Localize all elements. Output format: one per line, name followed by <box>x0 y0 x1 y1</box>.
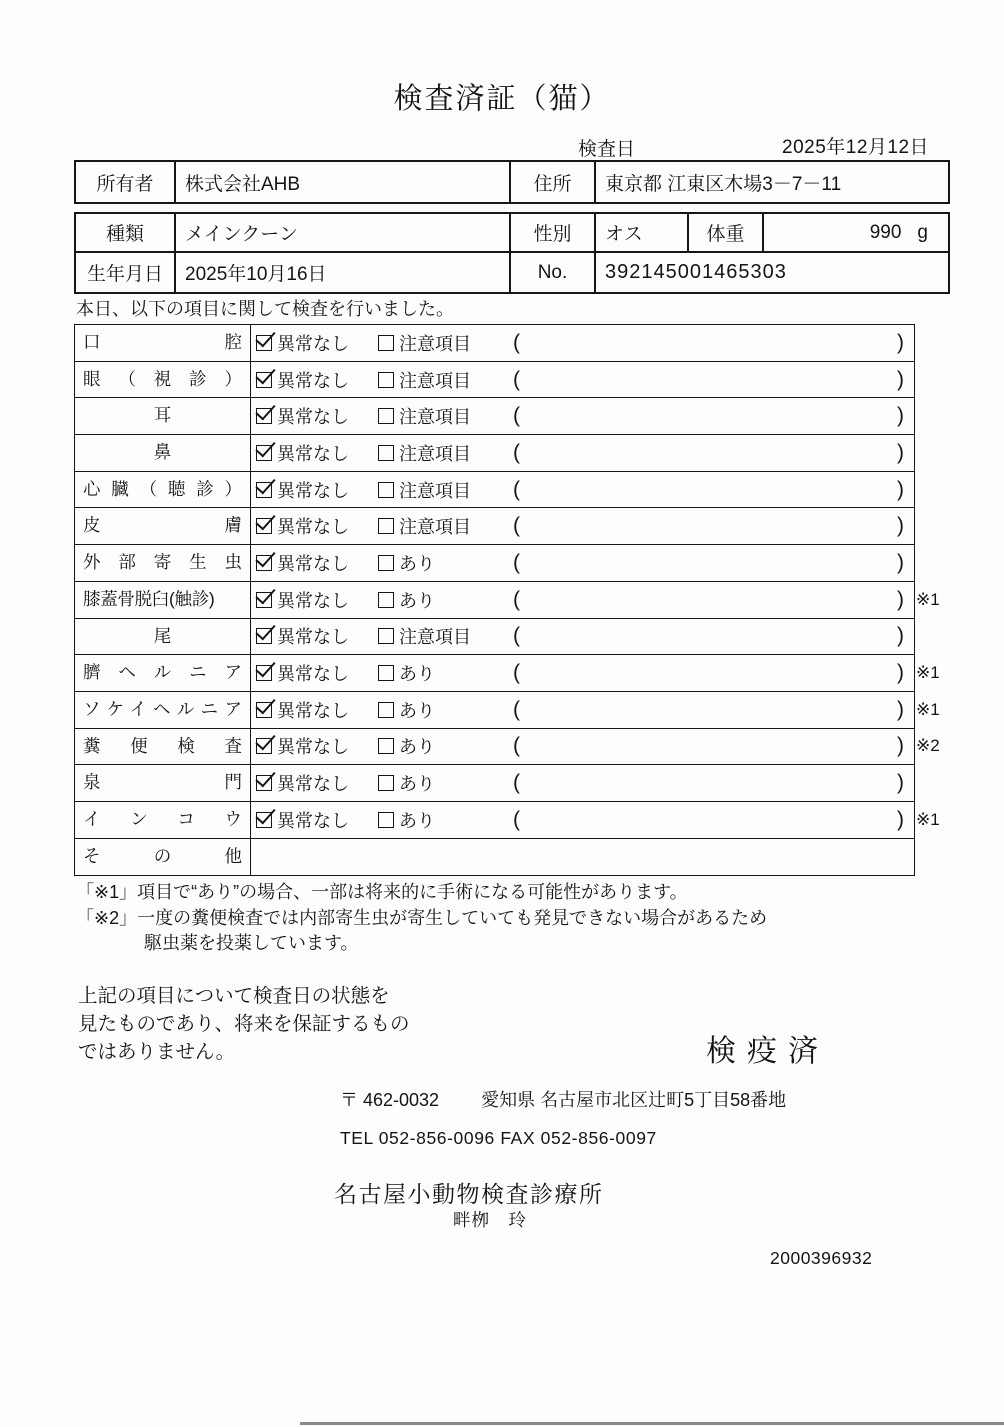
paren-open: ( <box>513 587 520 611</box>
ok-check-group <box>256 623 349 649</box>
footnotes <box>76 880 767 957</box>
paren-open: ( <box>513 367 520 391</box>
checked-checkbox-icon <box>256 738 272 754</box>
paren-open: ( <box>513 697 520 721</box>
alt-check-group <box>378 733 435 759</box>
alt-check-group <box>378 807 435 833</box>
alt-label: あり <box>399 590 435 611</box>
item-name: 外部寄生虫 <box>75 545 251 581</box>
ok-check-group <box>256 440 349 466</box>
item-note: ※1 <box>916 809 940 829</box>
paren-close: ) <box>897 624 904 648</box>
ok-check-group <box>256 697 349 723</box>
ok-check-group <box>256 513 349 539</box>
disclaimer-line-3: ではありません。 <box>78 1041 236 1063</box>
checked-checkbox-icon <box>256 482 272 498</box>
alt-check-group <box>378 403 471 429</box>
alt-label: 注意項目 <box>399 480 471 501</box>
ok-label: 異常なし <box>277 700 349 721</box>
ok-label: 異常なし <box>277 774 349 795</box>
inspection-row <box>75 655 940 692</box>
alt-label: あり <box>399 810 435 831</box>
ok-check-group <box>256 587 349 613</box>
ok-label: 異常なし <box>277 627 349 648</box>
unchecked-checkbox-icon <box>378 812 394 828</box>
alt-label: 注意項目 <box>399 370 471 391</box>
owner-label: 所有者 <box>76 162 176 202</box>
item-content <box>251 765 914 801</box>
address-value: 東京都 江東区木場3－7－11 <box>605 173 842 195</box>
inspection-row <box>75 325 914 362</box>
clinic-postal-code: 〒 462-0032 <box>340 1090 440 1110</box>
paren-close: ) <box>897 661 904 685</box>
paren-close: ) <box>897 477 904 501</box>
item-name: 眼（視診） <box>75 362 251 398</box>
alt-label: 注意項目 <box>399 517 471 538</box>
owner-value: 株式会社AHB <box>176 162 511 202</box>
item-name: 糞便検査 <box>75 729 251 765</box>
weight-label: 体重 <box>689 214 764 251</box>
unchecked-checkbox-icon <box>378 372 394 388</box>
ok-label: 異常なし <box>277 333 349 354</box>
alt-check-group <box>378 660 435 686</box>
inspection-row <box>75 472 914 509</box>
veterinarian-name: 畔栁 玲 <box>453 1210 527 1230</box>
ok-label: 異常なし <box>277 590 349 611</box>
alt-label: 注意項目 <box>399 407 471 428</box>
alt-label: あり <box>399 700 435 721</box>
inspection-row <box>75 582 940 619</box>
ok-label: 異常なし <box>277 517 349 538</box>
unchecked-checkbox-icon <box>378 702 394 718</box>
paren-close: ) <box>897 587 904 611</box>
checked-checkbox-icon <box>256 812 272 828</box>
clinic-address-line <box>340 1086 786 1112</box>
item-content <box>251 398 914 434</box>
alt-label: 注意項目 <box>399 443 471 464</box>
pet-row-2 <box>76 253 948 292</box>
disclaimer-line-1: 上記の項目について検査日の状態を <box>78 985 390 1007</box>
item-content <box>251 839 914 876</box>
item-name: 皮膚 <box>75 508 251 544</box>
unchecked-checkbox-icon <box>378 592 394 608</box>
alt-check-group <box>378 513 471 539</box>
ok-label: 異常なし <box>277 480 349 501</box>
item-note: ※1 <box>916 589 940 609</box>
inspection-date-value: 2025年12月12日 <box>782 137 930 158</box>
inspection-row <box>75 545 914 582</box>
footnote-1: 「※1」項目で“あり”の場合、一部は将来的に手術になる可能性があります。 <box>76 882 688 902</box>
item-name: インコウ <box>75 802 251 838</box>
checked-checkbox-icon <box>256 335 272 351</box>
item-name: 泉門 <box>75 765 251 801</box>
ok-check-group <box>256 367 349 393</box>
ok-label: 異常なし <box>277 810 349 831</box>
footnote-2: 「※2」一度の糞便検査では内部寄生虫が寄生していても発見できない場合があるため <box>76 907 768 928</box>
document-number: 2000396932 <box>770 1248 873 1268</box>
alt-check-group <box>378 770 435 796</box>
paren-close: ) <box>897 404 904 428</box>
quarantine-stamp: 検疫済 <box>706 1035 829 1068</box>
checked-checkbox-icon <box>256 775 272 791</box>
checked-checkbox-icon <box>256 372 272 388</box>
alt-check-group <box>378 477 471 503</box>
ok-check-group <box>256 733 349 759</box>
item-content <box>251 582 914 618</box>
alt-label: あり <box>399 664 435 685</box>
paren-close: ) <box>897 367 904 391</box>
item-name: 鼻 <box>75 435 251 471</box>
item-name: 臍ヘルニア <box>75 655 251 691</box>
inspection-row <box>75 508 914 545</box>
alt-label: あり <box>399 737 435 758</box>
paren-open: ( <box>513 771 520 795</box>
paren-open: ( <box>513 734 520 758</box>
sex-label: 性別 <box>511 214 596 251</box>
paren-close: ) <box>897 807 904 831</box>
ok-label: 異常なし <box>277 407 349 428</box>
ok-label: 異常なし <box>277 664 349 685</box>
unchecked-checkbox-icon <box>378 408 394 424</box>
unchecked-checkbox-icon <box>378 665 394 681</box>
paren-close: ) <box>897 697 904 721</box>
ok-label: 異常なし <box>277 553 349 574</box>
inspection-row <box>75 435 914 472</box>
item-content <box>251 619 914 655</box>
ok-check-group <box>256 807 349 833</box>
paren-open: ( <box>513 550 520 574</box>
inspection-row <box>75 802 940 839</box>
checked-checkbox-icon <box>256 445 272 461</box>
checked-checkbox-icon <box>256 665 272 681</box>
inspection-row <box>75 692 940 729</box>
no-label: No. <box>511 253 596 292</box>
weight-cell <box>764 214 948 251</box>
item-content <box>251 362 914 398</box>
birth-label: 生年月日 <box>76 253 176 292</box>
checked-checkbox-icon <box>256 555 272 571</box>
weight-unit: g <box>917 221 928 243</box>
paren-open: ( <box>513 661 520 685</box>
ok-check-group <box>256 477 349 503</box>
pet-table <box>74 212 950 294</box>
item-content <box>251 545 914 581</box>
paren-open: ( <box>513 330 520 354</box>
item-note: ※1 <box>916 663 940 683</box>
alt-check-group <box>378 623 471 649</box>
unchecked-checkbox-icon <box>378 628 394 644</box>
clinic-address: 愛知県 名古屋市北区辻町5丁目58番地 <box>481 1090 787 1110</box>
item-name: ソケイヘルニア <box>75 692 251 728</box>
paren-open: ( <box>513 404 520 428</box>
paren-open: ( <box>513 477 520 501</box>
alt-label: 注意項目 <box>399 333 471 354</box>
item-content <box>251 802 914 838</box>
ok-label: 異常なし <box>277 443 349 464</box>
breed-value: メインクーン <box>176 214 511 251</box>
checked-checkbox-icon <box>256 702 272 718</box>
unchecked-checkbox-icon <box>378 738 394 754</box>
sex-value: オス <box>596 214 689 251</box>
item-name: 尾 <box>75 619 251 655</box>
page-title: 検査済証（猫） <box>393 83 611 115</box>
footnote-2-continued: 駆虫薬を投薬しています。 <box>144 933 359 953</box>
item-note: ※2 <box>916 736 940 756</box>
item-content <box>251 729 914 765</box>
paren-close: ) <box>897 514 904 538</box>
unchecked-checkbox-icon <box>378 775 394 791</box>
address-label: 住所 <box>511 162 596 202</box>
alt-check-group <box>378 550 435 576</box>
item-name: 膝蓋骨脱臼(触診) <box>75 582 251 618</box>
ok-check-group <box>256 403 349 429</box>
owner-row <box>76 162 948 202</box>
pet-row-1 <box>76 214 948 253</box>
paren-close: ) <box>897 734 904 758</box>
item-content <box>251 655 914 691</box>
alt-check-group <box>378 587 435 613</box>
ok-check-group <box>256 660 349 686</box>
paren-open: ( <box>513 807 520 831</box>
unchecked-checkbox-icon <box>378 335 394 351</box>
item-name: その他 <box>75 839 251 876</box>
inspection-row <box>75 362 914 399</box>
ok-label: 異常なし <box>277 370 349 391</box>
item-name: 口腔 <box>75 325 251 361</box>
clinic-tel-fax: TEL 052-856-0096 FAX 052-856-0097 <box>340 1128 657 1148</box>
inspection-row <box>75 839 914 876</box>
paren-open: ( <box>513 624 520 648</box>
inspection-date-label: 検査日 <box>578 139 636 160</box>
paren-close: ) <box>897 440 904 464</box>
checked-checkbox-icon <box>256 408 272 424</box>
unchecked-checkbox-icon <box>378 445 394 461</box>
ok-check-group <box>256 770 349 796</box>
breed-label: 種類 <box>76 214 176 251</box>
paren-close: ) <box>897 330 904 354</box>
alt-check-group <box>378 330 471 356</box>
item-content <box>251 325 914 361</box>
inspection-table <box>74 324 940 876</box>
unchecked-checkbox-icon <box>378 518 394 534</box>
unchecked-checkbox-icon <box>378 555 394 571</box>
unchecked-checkbox-icon <box>378 482 394 498</box>
paren-open: ( <box>513 514 520 538</box>
disclaimer <box>78 982 410 1066</box>
ok-check-group <box>256 330 349 356</box>
alt-label: あり <box>399 553 435 574</box>
checked-checkbox-icon <box>256 592 272 608</box>
item-content <box>251 508 914 544</box>
paren-open: ( <box>513 440 520 464</box>
alt-check-group <box>378 697 435 723</box>
item-name: 心臓（聴診） <box>75 472 251 508</box>
scan-edge-artifact <box>300 1422 1004 1425</box>
weight-value: 990 <box>869 221 902 243</box>
item-content <box>251 435 914 471</box>
ok-label: 異常なし <box>277 737 349 758</box>
intro-text: 本日、以下の項目に関して検査を行いました。 <box>76 299 454 319</box>
birth-value: 2025年10月16日 <box>176 253 511 292</box>
item-content <box>251 692 914 728</box>
checked-checkbox-icon <box>256 518 272 534</box>
disclaimer-line-2: 見たものであり、将来を保証するもの <box>78 1013 410 1035</box>
item-content <box>251 472 914 508</box>
inspection-row <box>75 729 940 766</box>
inspection-row <box>75 398 914 435</box>
paren-close: ) <box>897 771 904 795</box>
clinic-name: 名古屋小動物検査診療所 <box>334 1181 604 1207</box>
alt-label: あり <box>399 774 435 795</box>
inspection-row <box>75 765 914 802</box>
alt-check-group <box>378 367 471 393</box>
no-value: 392145001465303 <box>605 261 787 283</box>
item-name: 耳 <box>75 398 251 434</box>
alt-label: 注意項目 <box>399 627 471 648</box>
paren-close: ) <box>897 550 904 574</box>
owner-table <box>74 160 950 204</box>
inspection-row <box>75 619 914 656</box>
alt-check-group <box>378 440 471 466</box>
checked-checkbox-icon <box>256 628 272 644</box>
item-note: ※1 <box>916 699 940 719</box>
ok-check-group <box>256 550 349 576</box>
